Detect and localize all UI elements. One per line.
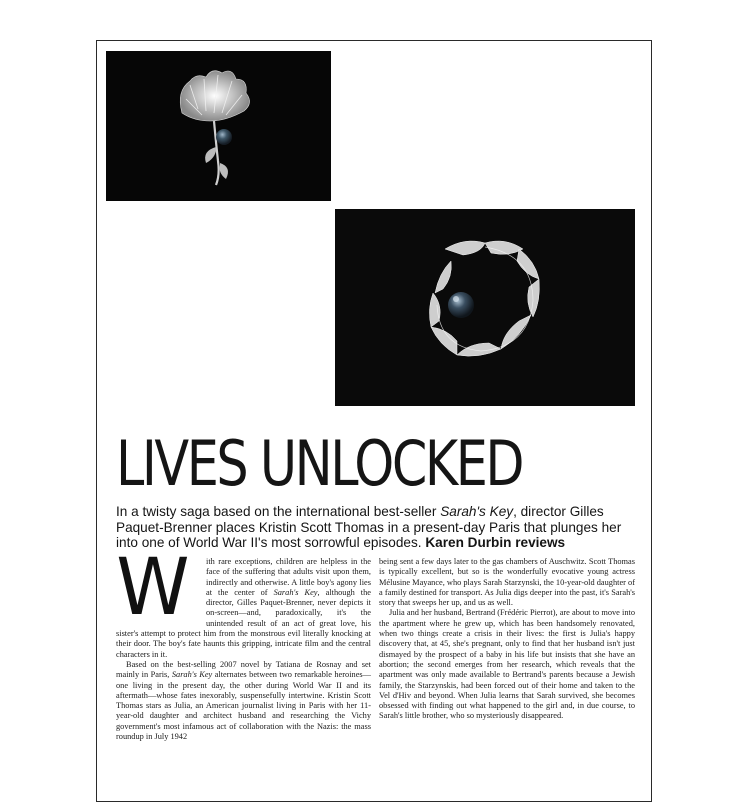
deck-text-b: , director Gilles Paquet-Brenner places Kristin Scott Thomas in a present-day Paris that plunges her into one of World War II's most sorrowful episodes. — [116, 504, 622, 550]
leaf-wreath-brooch-photo — [335, 209, 635, 406]
deck — [116, 504, 644, 551]
paragraph-text: alternates between two remarkable heroines—one living in the present day, the other during World War II and its aftermath—whose fates inexorably, suspensefully intertwine. Kristin Scott Thomas stars as Julia, an American journalist living in Paris with her 11-year-old daughter and architect husband and researching the Vichy government's most infamous act of collaboration with the Nazis: the mass roundup in July 1942 — [116, 670, 371, 742]
deck-text-a: In a twisty saga based on the international best-seller — [116, 504, 441, 519]
byline: Karen Durbin reviews — [425, 535, 566, 550]
carnation-brooch-with-pearl-icon — [106, 51, 331, 201]
headline: LIVES UNLOCKED — [116, 427, 523, 500]
paragraph — [116, 660, 371, 742]
carnation-brooch-photo — [106, 51, 331, 201]
paragraph: being sent a few days later to the gas chambers of Auschwitz. Scott Thomas is typically excellent, but so is the wonderfully evocative young actress Mélusine Mayance, who plays Sarah Starzynski, the 10-year-old daughter of a family destined for transport. As Julia digs deeper into the past, it's Sarah's story that sweeps her up, and us as well. — [379, 557, 635, 608]
paragraph — [116, 543, 372, 660]
paragraph-text: , although the director, Gilles Paquet-Brenner, never depicts it on-screen—and, paradoxically, it's the unintended result of an act of great love, his sister's attempt to protect him from the monstrous evil literally knocking at their door. The boy's fate haunts this gripping, intricate film and the central characters in it. — [116, 587, 372, 659]
leaf-wreath-brooch-with-pearl-icon — [335, 209, 635, 406]
paragraph-text: ith rare exceptions, children are helpless in the face of the suffering that adults visit upon them, indirectly and otherwise. A little boy's agony lies at the center of — [206, 557, 371, 597]
column-1 — [116, 543, 372, 742]
drop-cap: W — [116, 543, 190, 633]
book-title: Sarah's Key — [171, 670, 213, 680]
column-2 — [379, 557, 635, 722]
paragraph-text: Based on the best-selling 2007 novel by Tatiana de Rosnay and set mainly in Paris, — [116, 659, 371, 680]
magazine-page — [96, 40, 652, 802]
paragraph: Julia and her husband, Bertrand (Frédéric Pierrot), are about to move into the apartment where he grew up, which has been handsomely renovated, when two things create a crisis in their lives: the first is Julia's happy discovery that, at 45, she's pregnant, only to find that her husband isn't just dismayed by the prospect of a baby in his life but insists that she have an abortion; the second emerges from her research, which reveals that the apartment was only made available to Bertrand's parents because a Jewish family, the Starzynskis, had been forced out of their home and taken to the Vel d'Hiv and beyond. When Julia learns that Sarah survived, she becomes obsessed with finding out what happened to the girl and, in due course, to Sarah's little brother, who so mysteriously disappeared. — [379, 608, 635, 721]
deck-book-title: Sarah's Key — [440, 504, 514, 519]
book-title: Sarah's Key — [273, 587, 318, 597]
